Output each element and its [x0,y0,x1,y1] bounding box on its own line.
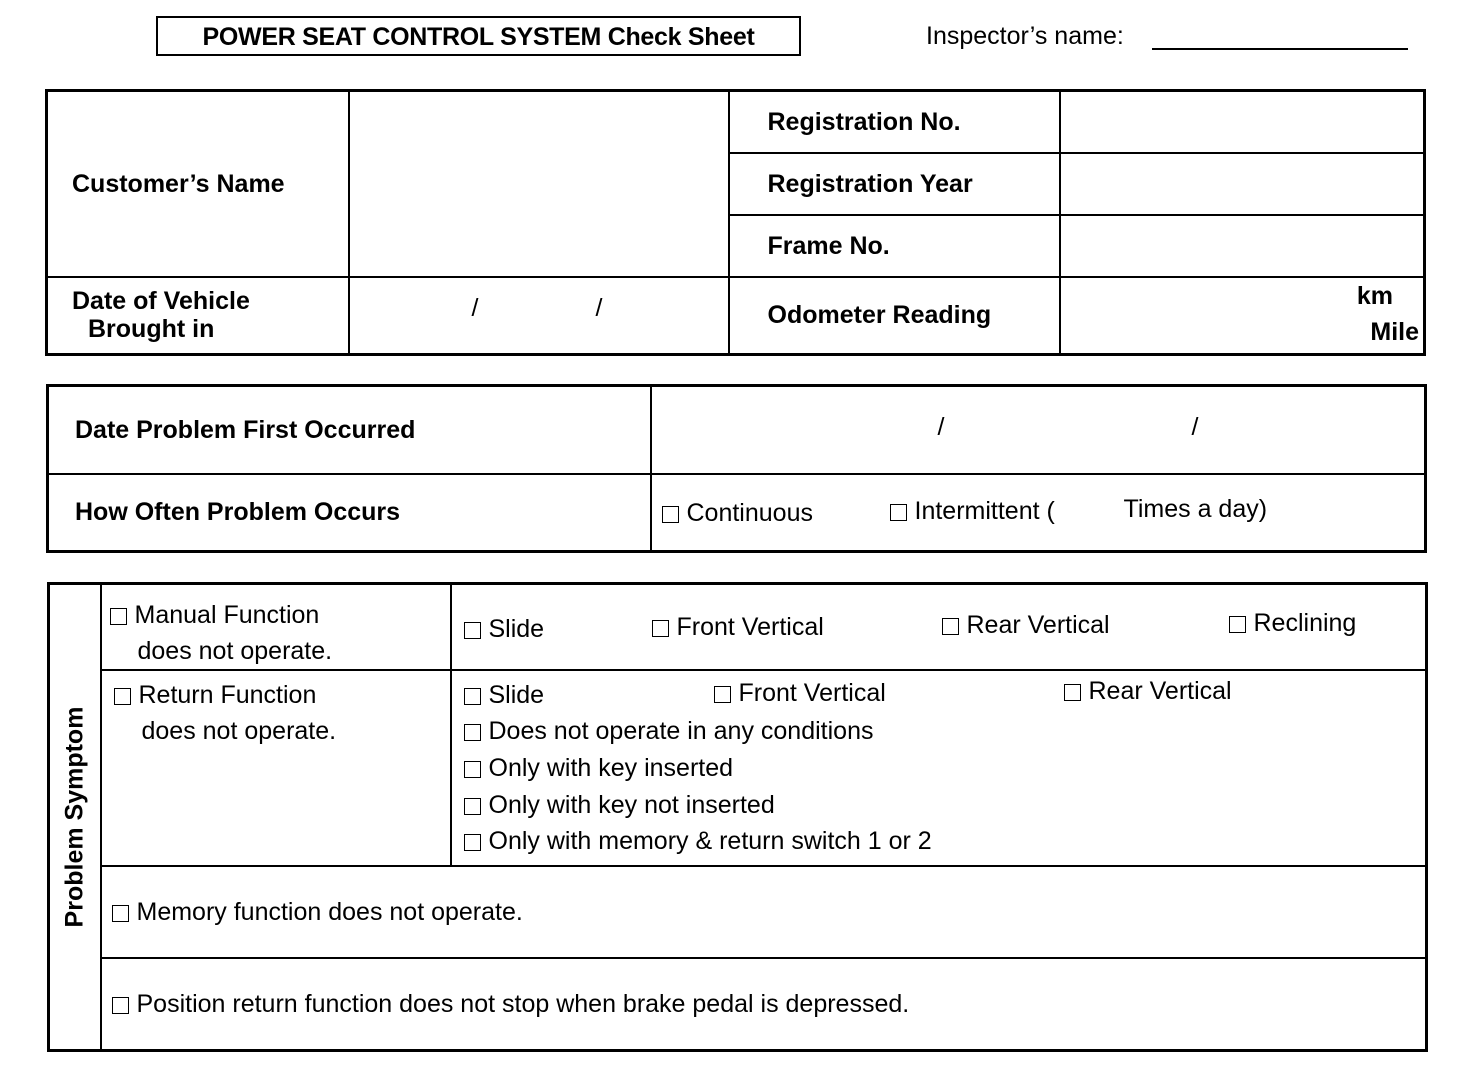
return-function-cell [101,670,451,866]
inspector-name-label: Inspector’s name: [926,22,1124,50]
checkbox-icon[interactable] [110,608,127,625]
manual-option-slide[interactable] [464,611,545,647]
checkbox-icon[interactable] [714,686,731,703]
return-line1: Return Function [138,681,317,709]
condition-memory-switch-label: Only with memory & return switch 1 or 2 [488,827,932,855]
return-option-rear-vertical[interactable] [1064,673,1232,709]
position-return-label: Position return function does not stop when brake pedal is depressed. [136,989,910,1018]
odometer-label: Odometer Reading [729,277,1060,355]
problem-symptom-header [49,584,101,1051]
position-return-cell [101,958,1427,1050]
inspector-name-field[interactable] [1152,48,1408,50]
option-position-return[interactable] [112,990,910,1018]
option-intermittent[interactable] [890,493,1055,529]
checkbox-icon[interactable] [112,905,129,922]
checkbox-icon[interactable] [662,506,679,523]
manual-line1: Manual Function [134,601,320,629]
checkbox-icon[interactable] [890,504,907,521]
manual-option-rear-vertical[interactable] [942,607,1110,643]
date-brought-in-label [47,277,349,355]
return-option-slide-label: Slide [488,681,545,709]
condition-key-inserted[interactable] [464,750,734,786]
option-memory-function[interactable] [112,898,523,926]
option-continuous[interactable] [662,495,813,531]
registration-no-field[interactable] [1060,91,1425,153]
checkbox-icon[interactable] [464,761,481,778]
return-line2: does not operate. [141,717,337,745]
problem-symptom-table [47,582,1428,1052]
checkbox-icon[interactable] [464,622,481,639]
times-a-day-label: Times a day) [1123,494,1268,523]
date-slash-2: / [595,293,603,322]
registration-year-field[interactable] [1060,153,1425,215]
manual-function-cell [101,584,451,671]
manual-option-rear-vertical-label: Rear Vertical [966,611,1110,639]
return-option-slide[interactable] [464,677,545,713]
option-continuous-label: Continuous [686,498,813,527]
manual-option-reclining[interactable] [1229,605,1357,641]
manual-option-slide-label: Slide [488,615,545,643]
return-options-cell [451,670,1427,866]
date-brought-in-field[interactable] [349,277,729,355]
checkbox-icon[interactable] [464,688,481,705]
problem-symptom-label: Problem Symptom [60,706,89,928]
checkbox-icon[interactable] [464,834,481,851]
first-occurred-slash-2: / [1191,413,1199,441]
frame-no-field[interactable] [1060,215,1425,277]
date-brought-in-label-line2: Brought in [88,315,215,344]
manual-option-front-vertical[interactable] [652,609,824,645]
manual-line2: does not operate. [137,637,333,665]
checkbox-icon[interactable] [112,997,129,1014]
odometer-field[interactable] [1060,277,1425,355]
return-option-rear-vertical-label: Rear Vertical [1088,677,1232,705]
first-occurred-slash-1: / [937,413,945,441]
manual-option-reclining-label: Reclining [1253,609,1357,637]
customer-name-field[interactable] [349,91,729,277]
first-occurred-field[interactable] [651,386,1426,474]
return-option-front-vertical[interactable] [714,675,886,711]
checkbox-icon[interactable] [1064,684,1081,701]
date-slash-1: / [471,293,479,322]
check-sheet-title: POWER SEAT CONTROL SYSTEM Check Sheet [156,16,801,56]
condition-key-not-inserted-label: Only with key not inserted [488,791,775,819]
condition-memory-switch[interactable] [464,823,932,859]
condition-any-label: Does not operate in any conditions [488,717,874,745]
unit-mile: Mile [1370,317,1419,346]
customer-name-label: Customer’s Name [47,91,349,277]
checkbox-icon[interactable] [942,618,959,635]
return-option-front-vertical-label: Front Vertical [738,679,886,707]
registration-year-label: Registration Year [729,153,1060,215]
checkbox-icon[interactable] [1229,616,1246,633]
memory-function-label: Memory function does not operate. [136,898,523,926]
manual-options-cell [451,584,1427,671]
condition-key-not-inserted[interactable] [464,787,775,823]
condition-any[interactable] [464,713,874,749]
registration-no-label: Registration No. [729,91,1060,153]
occurrence-table [46,384,1427,553]
checkbox-icon[interactable] [114,688,131,705]
checkbox-icon[interactable] [464,798,481,815]
option-return-function[interactable] [102,671,450,713]
date-brought-in-label-line1: Date of Vehicle [72,287,250,316]
option-manual-function[interactable] [102,585,450,633]
unit-km: km [1356,281,1393,310]
checkbox-icon[interactable] [464,724,481,741]
vehicle-info-table [45,89,1426,356]
condition-key-inserted-label: Only with key inserted [488,754,734,782]
option-intermittent-label: Intermittent ( [914,496,1055,525]
memory-function-cell [101,866,1427,958]
frame-no-label: Frame No. [729,215,1060,277]
manual-option-front-vertical-label: Front Vertical [676,613,824,641]
how-often-label: How Often Problem Occurs [48,474,651,552]
checkbox-icon[interactable] [652,620,669,637]
first-occurred-label: Date Problem First Occurred [48,386,651,474]
how-often-options [651,474,1426,552]
